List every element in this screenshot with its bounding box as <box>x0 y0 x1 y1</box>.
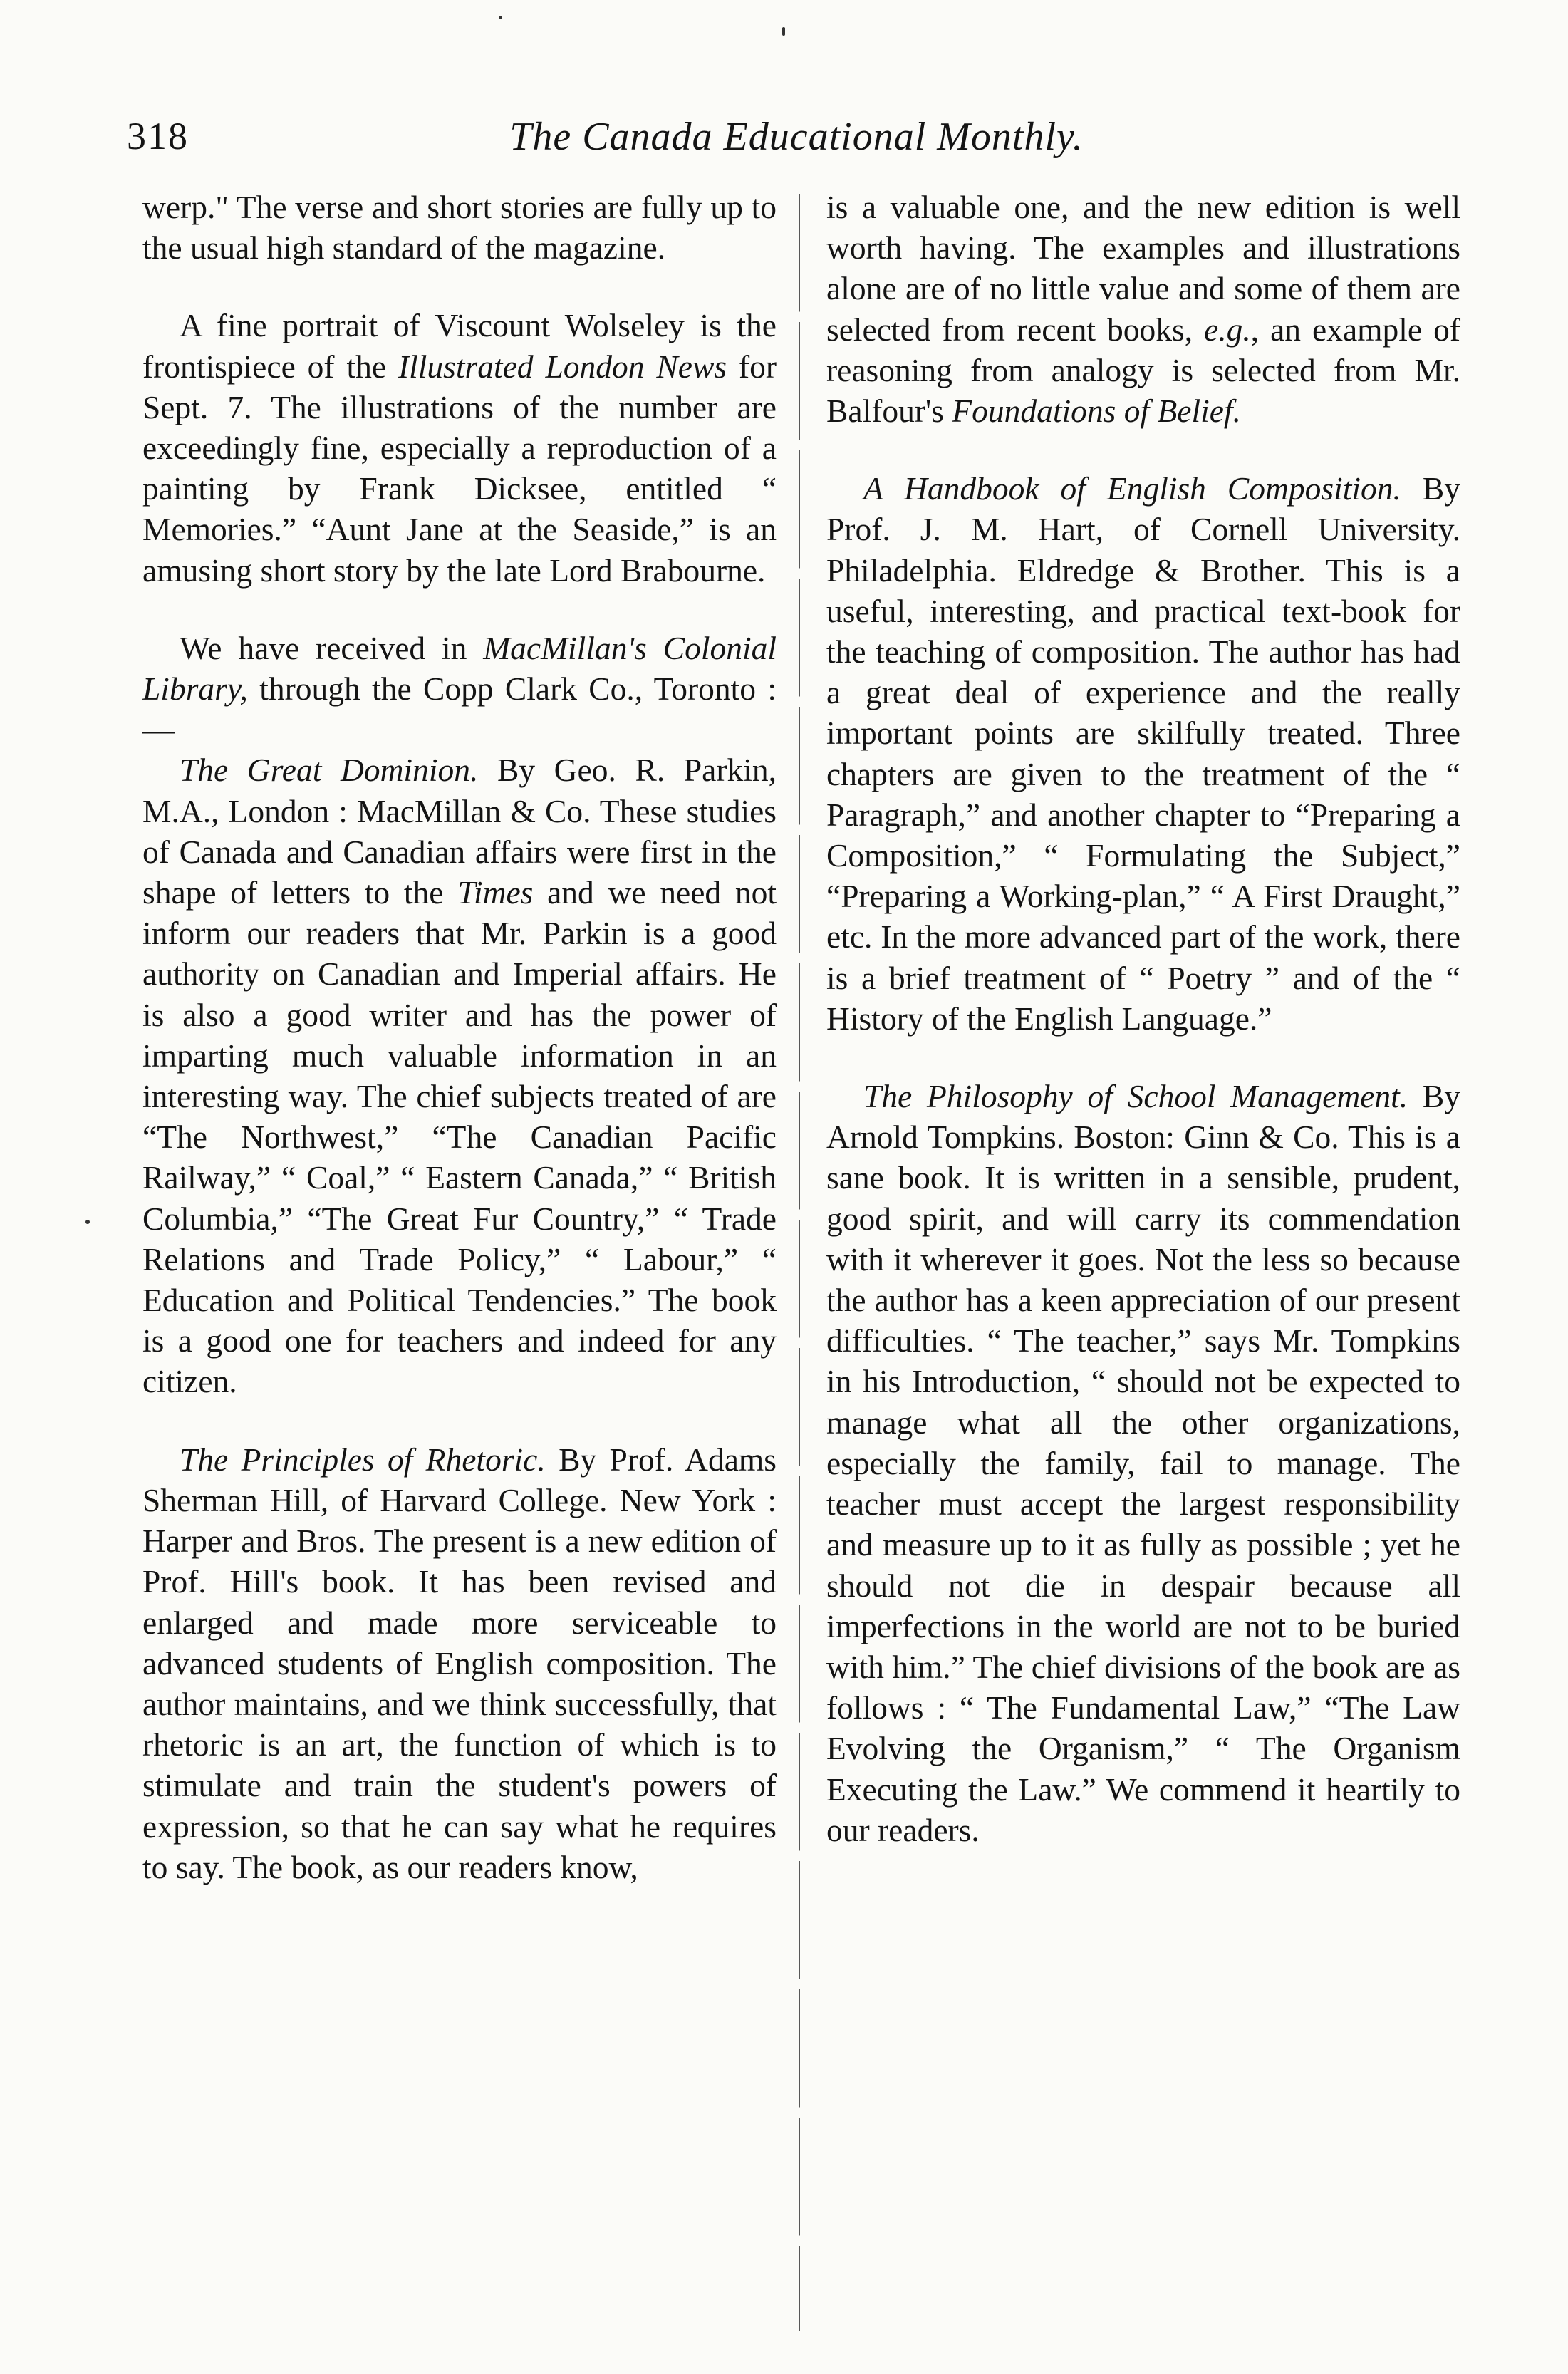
book-title: Foundations of Belief. <box>952 393 1241 430</box>
publication-title: Illustrated London News <box>398 348 727 385</box>
paragraph-illustrated-london-news <box>142 305 777 590</box>
print-speck <box>782 27 785 36</box>
review-great-dominion <box>142 750 777 1401</box>
paragraph-text: werp." The verse and short stories are fully up to the usual high standard of the magazine. <box>142 189 777 266</box>
running-title: The Canada Educational Monthly. <box>509 115 1084 159</box>
paragraph-continued <box>142 187 777 268</box>
paragraph-text: is a valuable one, and the new edition is well worth having. The examples and illustrations alone are of no little value and some of them are selected from recent books, <box>826 189 1460 348</box>
paragraph-text: through the Copp Clark Co., Toronto :— <box>142 670 777 748</box>
paragraph-text: A fine portrait of Viscount Wolseley is the frontispiece of the <box>142 307 777 385</box>
publication-title: MacMillan's Colonial Library, <box>142 629 777 707</box>
review-principles-of-rhetoric <box>142 1439 777 1887</box>
page-header <box>127 114 1466 171</box>
review-text: By Arnold Tompkins. Boston: Ginn & Co. This is a sane book. It is written in a sensible, prudent, good spirit, and will carry its commendation with it wherever it goes. Not the less so because the author has a keen appreciation of our present difficulties. “ The teacher,” says Mr. Tompkins in his Introduction, “ should not be expected to manage what all the other organizations, especially the family, fail to manage. The teacher must accept the largest responsibility and measure up to it as fully as possible ; yet he should not die in despair because all imperfections in the world are not to be buried with him.” The chief divisions of the book are as follows : “ The Fundamental Law,” “The Law Evolving the Organism,” “ The Organism Executing the Law.” We commend it heartily to our readers. <box>826 1078 1460 1848</box>
column-divider <box>799 194 800 2331</box>
abbreviation: e.g. <box>1204 311 1251 348</box>
paragraph-text: We have received in <box>180 629 484 666</box>
paragraph-continued <box>826 187 1460 431</box>
paragraph-text: for Sept. 7. The illustrations of the number are exceedingly fine, especially a reproduction of a painting by Frank Dicksee, entitled “ Memories.” “Aunt Jane at the Seaside,” is an amusing short story by the late Lord Brabourne. <box>142 348 777 589</box>
page-number: 318 <box>127 115 189 157</box>
review-text: By Geo. R. Parkin, M.A., London : MacMillan & Co. These studies of Canada and Canadian affairs were first in the shape of letters to the <box>142 752 777 911</box>
left-column <box>142 187 777 1887</box>
book-title: The Principles of Rhetoric. <box>180 1441 546 1478</box>
print-speck <box>85 1220 90 1224</box>
book-title: The Great Dominion. <box>180 752 479 789</box>
publication-title: Times <box>457 874 534 911</box>
right-column <box>826 187 1460 1850</box>
book-title: A Handbook of English Composition. <box>863 470 1401 507</box>
book-title: The Philosophy of School Management. <box>863 1078 1408 1115</box>
review-text: By Prof. J. M. Hart, of Cornell University. Philadelphia. Eldredge & Brother. This is a useful, interesting, and practical text-book for the teaching of composition. The author has had a great deal of experience and the really important points are skilfully treated. Three chapters are given to the treatment of the “ Paragraph,” and another chapter to “Preparing a Composition,” “ Formulating the Subject,” “Preparing a Working-plan,” “ A First Draught,” etc. In the more advanced part of the work, there is a brief treatment of “ Poetry ” and of the “ History of the English Language.” <box>826 470 1460 1037</box>
print-speck <box>499 16 502 19</box>
review-philosophy-school-management <box>826 1076 1460 1850</box>
paragraph-colonial-library <box>142 628 777 750</box>
review-handbook-english-composition <box>826 468 1460 1039</box>
review-text: and we need not inform our readers that Mr. Parkin is a good authority on Canadian and Imperial affairs. He is also a good writer and has the power of imparting much valuable information in an interesting way. The chief subjects treated of are “The Northwest,” “The Canadian Pacific Railway,” “ Coal,” “ Eastern Canada,” “ British Columbia,” “The Great Fur Country,” “ Trade Relations and Trade Policy,” “ Labour,” “ Education and Political Tendencies.” The book is a good one for teachers and indeed for any citizen. <box>142 874 777 1400</box>
paragraph-text: , an example of reasoning from analogy is selected from Mr. Balfour's <box>826 311 1460 430</box>
review-text: By Prof. Adams Sherman Hill, of Harvard College. New York : Harper and Bros. The present is a new edition of Prof. Hill's book. It has been revised and enlarged and made more serviceable to advanced students of English composition. The author maintains, and we think successfully, that rhetoric is an art, the function of which is to stimulate and train the student's powers of expression, so that he can say what he requires to say. The book, as our readers know, <box>142 1441 777 1885</box>
